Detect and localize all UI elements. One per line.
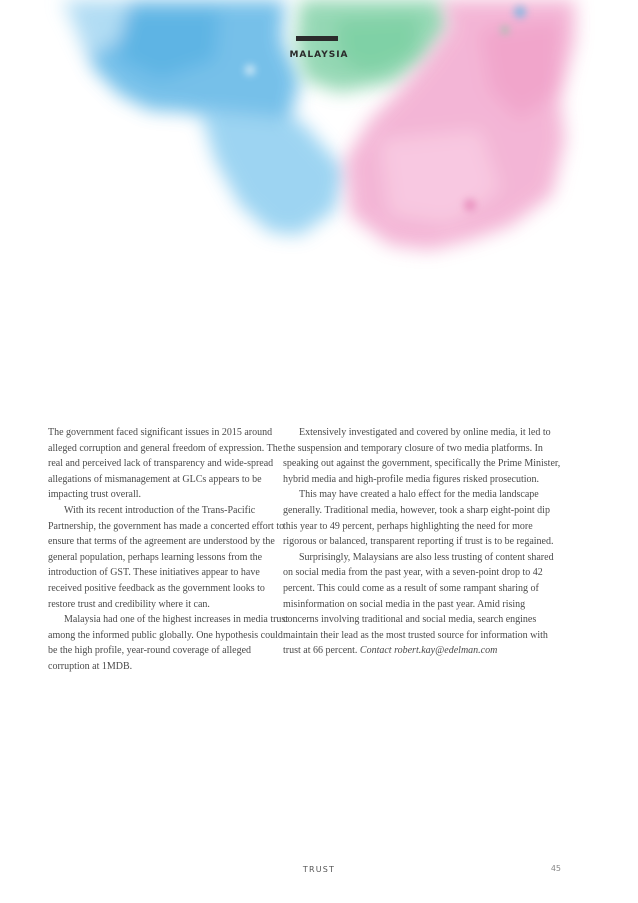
section-marker-bar [296,36,338,41]
paragraph: This may have created a halo effect for the media landscape generally. Traditional media, however, took a sharp eight-point dip this year to 49 percent, perhaps highlighting the need for more rigorous or balanced, transparent reporting if trust is to be regained. [283,489,554,548]
page-number: 45 [550,864,561,873]
footer-section-label: TRUST [302,865,336,874]
paragraph: The government faced significant issues in 2015 around alleged corruption and general freedom of expression. The real and perceived lack of transparency and wide-spread allegations of mismanagement at GLCs appears to be impacting trust overall. [48,427,283,501]
paragraph-text: Surprisingly, Malaysians are also less trusting of content shared on social media from the past year, with a seven-point drop to 42 percent. This could come as a result of some rampant sharing of misinformation on social media in the past year. Amid rising concerns involving traditional and social media, search engines maintain their lead as the most trusted source for information with trust at 66 percent. [283,551,554,657]
paragraph: With its recent introduction of the Trans-Pacific Partnership, the government has made a concerted effort to ensure that terms of the agreement are understood by the general population, perhaps learning lessons from the introduction of GST. These initiatives appear to have received positive feedback as the government looks to restore trust and credibility where it can. [48,504,285,610]
country-title: MALAYSIA [289,50,349,60]
contact-link[interactable]: Contact robert.kay@edelman.com [359,645,498,657]
watercolor-illustration [0,0,638,300]
paragraph: Extensively investigated and covered by online media, it led to the suspension and temporary closure of two media platforms. In speaking out against the government, specifically the Prime Minister, hybrid media and high-profile media figures risked prosecution. [283,427,561,485]
right-text-column [283,425,563,659]
paragraph [283,550,563,659]
left-text-column [48,425,290,675]
paragraph: Malaysia had one of the highest increases in media trust among the informed public globally. One hypothesis could be the high profile, year-round coverage of alleged corruption at 1MDB. [48,614,289,672]
